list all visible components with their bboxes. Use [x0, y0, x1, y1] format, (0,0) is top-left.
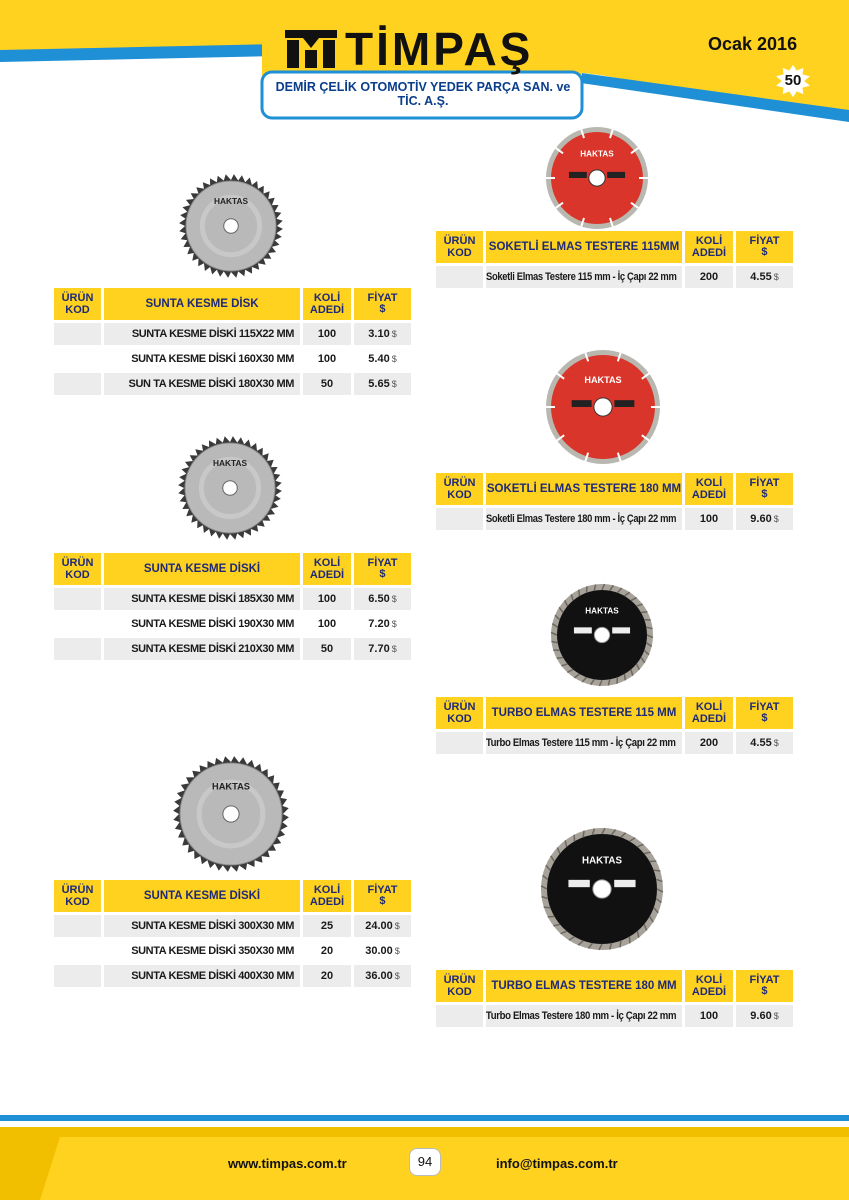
row-price-value: 30.00 — [365, 945, 393, 957]
row-product-name: SUNTA KESME DİSKİ 400X30 MM — [104, 965, 300, 987]
header-price — [736, 970, 793, 1002]
product-table — [436, 970, 793, 1027]
row-product-name: Soketli Elmas Testere 115 mm - İç Çapı 22 mm — [486, 266, 682, 288]
header-price-label: FİYAT — [367, 292, 398, 304]
blade-brand-label: HAKTAS — [213, 196, 249, 207]
row-currency: $ — [394, 946, 400, 956]
row-qty: 100 — [303, 588, 351, 610]
row-price-value: 7.70 — [368, 643, 390, 655]
product-table — [436, 697, 793, 754]
product-table — [54, 288, 411, 395]
socketed-diamond-blade-image-115 — [545, 126, 649, 230]
table-title: TURBO ELMAS TESTERE 180 MM — [486, 970, 682, 1002]
table-row — [54, 323, 411, 345]
table-row — [436, 508, 793, 530]
header-price-label: FİYAT — [749, 477, 780, 489]
row-price-value: 6.50 — [368, 593, 390, 605]
row-product-name: SUNTA KESME DİSKİ 300X30 MM — [104, 915, 300, 937]
page-badge-number: 50 — [784, 72, 802, 89]
header-qty: KOLİ ADEDİ — [685, 473, 733, 505]
header-price — [736, 231, 793, 263]
row-qty: 100 — [303, 323, 351, 345]
row-code — [436, 508, 483, 530]
header-code: ÜRÜN KOD — [54, 288, 101, 320]
table-header — [436, 697, 793, 729]
row-product-name: SUNTA KESME DİSKİ 160X30 MM — [131, 353, 294, 365]
row-code — [436, 1005, 483, 1027]
row-product-name: SUNTA KESME DİSKİ 185X30 MM — [104, 588, 300, 610]
header-price — [736, 473, 793, 505]
row-code — [54, 965, 101, 987]
row-currency: $ — [773, 514, 779, 524]
row-currency: $ — [773, 272, 779, 282]
issue-date: Ocak 2016 — [708, 34, 798, 54]
row-currency: $ — [773, 1011, 779, 1021]
table-row — [54, 613, 411, 635]
row-qty: 20 — [320, 945, 334, 957]
row-price-value: 5.65 — [368, 378, 390, 390]
table-row — [54, 638, 411, 660]
sunta-blade-image-1 — [178, 173, 284, 279]
row-product-name: SUNTA KESME DİSKİ 350X30 MM — [131, 945, 294, 957]
row-product-name: SUNTA KESME DİSKİ 210X30 MM — [104, 638, 300, 660]
table-header — [54, 880, 411, 912]
row-price-value: 9.60 — [750, 513, 772, 525]
table-row — [436, 732, 793, 754]
table-row — [436, 1005, 793, 1027]
header-code: ÜRÜN KOD — [436, 231, 483, 263]
header-currency: $ — [761, 985, 768, 997]
row-price — [736, 732, 793, 754]
row-currency: $ — [773, 738, 779, 748]
row-currency: $ — [391, 644, 397, 654]
sunta-blade-image-2 — [177, 435, 283, 541]
row-qty: 100 — [685, 508, 733, 530]
blade-brand-label: HAKTAS — [580, 149, 614, 159]
header-currency: $ — [379, 303, 386, 315]
row-code — [54, 915, 101, 937]
table-row — [54, 588, 411, 610]
row-code — [54, 323, 101, 345]
table-header — [436, 473, 793, 505]
header-currency: $ — [761, 712, 768, 724]
table-row — [54, 965, 411, 987]
row-qty: 100 — [685, 1005, 733, 1027]
header-price — [354, 553, 411, 585]
row-price — [736, 1005, 793, 1027]
row-price-value: 24.00 — [365, 920, 393, 932]
table-title: SOKETLİ ELMAS TESTERE 180 MM — [486, 473, 682, 505]
header-code: ÜRÜN KOD — [54, 553, 101, 585]
header-currency: $ — [379, 568, 386, 580]
header-qty: KOLİ ADEDİ — [685, 697, 733, 729]
row-currency: $ — [391, 329, 397, 339]
row-currency: $ — [394, 971, 400, 981]
row-price-value: 5.40 — [368, 353, 390, 365]
row-price — [736, 266, 793, 288]
row-qty: 20 — [303, 965, 351, 987]
header-code: ÜRÜN KOD — [436, 970, 483, 1002]
row-price — [736, 508, 793, 530]
row-currency: $ — [394, 921, 400, 931]
socketed-diamond-blade-image-180 — [545, 349, 661, 465]
row-price-value: 4.55 — [750, 737, 772, 749]
header-price-label: FİYAT — [749, 235, 780, 247]
row-product-name: Turbo Elmas Testere 180 mm - İç Çapı 22 mm — [486, 1005, 682, 1027]
table-header — [436, 231, 793, 263]
row-product-name: SUNTA KESME DİSKİ 115X22 MM — [104, 323, 300, 345]
header-qty: KOLİ ADEDİ — [685, 970, 733, 1002]
row-price — [354, 915, 411, 937]
row-currency: $ — [391, 379, 397, 389]
product-table — [54, 880, 411, 987]
row-code — [436, 266, 483, 288]
header-price — [354, 880, 411, 912]
header-price — [354, 288, 411, 320]
row-product-name: Soketli Elmas Testere 180 mm - İç Çapı 22 mm — [486, 508, 682, 530]
header-price-label: FİYAT — [749, 701, 780, 713]
page-badge — [775, 64, 811, 98]
header-currency: $ — [761, 246, 768, 258]
blade-brand-label: HAKTAS — [212, 781, 250, 792]
footer-email-link[interactable]: info@timpas.com.tr — [496, 1156, 618, 1171]
row-code — [54, 373, 101, 395]
header-code: ÜRÜN KOD — [54, 880, 101, 912]
company-name: DEMİR ÇELİK OTOMOTİV YEDEK PARÇA SAN. ve TİC. A.Ş. — [275, 80, 571, 108]
row-currency: $ — [391, 619, 397, 629]
header-price — [736, 697, 793, 729]
blade-brand-label: HAKTAS — [584, 375, 622, 386]
header-code: ÜRÜN KOD — [436, 473, 483, 505]
row-price-value: 7.20 — [368, 618, 390, 630]
table-row — [54, 940, 411, 962]
table-title: SUNTA KESME DİSKİ — [104, 553, 300, 585]
row-qty: 200 — [685, 266, 733, 288]
row-product-name: Turbo Elmas Testere 115 mm - İç Çapı 22 mm — [486, 732, 682, 754]
table-row — [54, 348, 411, 370]
row-price — [354, 373, 411, 395]
row-price — [354, 348, 411, 370]
row-price-value: 3.10 — [368, 328, 390, 340]
row-product-name: SUN TA KESME DİSKİ 180X30 MM — [104, 373, 300, 395]
row-currency: $ — [391, 594, 397, 604]
product-table — [436, 231, 793, 288]
row-code — [54, 613, 101, 635]
header-currency: $ — [379, 895, 386, 907]
product-table — [436, 473, 793, 530]
row-price-value: 9.60 — [750, 1010, 772, 1022]
row-qty: 100 — [317, 618, 337, 630]
header-price-label: FİYAT — [367, 557, 398, 569]
header-code: ÜRÜN KOD — [436, 697, 483, 729]
sunta-blade-image-3 — [170, 755, 292, 873]
table-header — [54, 288, 411, 320]
row-price — [354, 323, 411, 345]
row-qty: 200 — [685, 732, 733, 754]
header-price-label: FİYAT — [749, 974, 780, 986]
turbo-diamond-blade-image-115 — [550, 583, 654, 687]
table-title: SUNTA KESME DİSKİ — [104, 880, 300, 912]
row-price — [354, 940, 411, 962]
table-title: TURBO ELMAS TESTERE 115 MM — [486, 697, 682, 729]
table-header — [436, 970, 793, 1002]
footer-page-number: 94 — [409, 1148, 441, 1176]
product-table — [54, 553, 411, 660]
row-price-value: 4.55 — [750, 271, 772, 283]
row-qty: 25 — [303, 915, 351, 937]
header-qty: KOLİ ADEDİ — [303, 288, 351, 320]
row-price — [354, 588, 411, 610]
row-currency: $ — [391, 354, 397, 364]
logo-emblem-icon — [283, 26, 339, 70]
blade-brand-label: HAKTAS — [582, 855, 622, 867]
turbo-diamond-blade-image-180 — [540, 827, 664, 951]
brand-name: TİMPAŞ — [345, 23, 534, 75]
row-qty: 50 — [303, 638, 351, 660]
row-price — [354, 613, 411, 635]
table-row — [54, 373, 411, 395]
header-qty: KOLİ ADEDİ — [303, 553, 351, 585]
row-product-name: SUNTA KESME DİSKİ 190X30 MM — [131, 618, 294, 630]
header-currency: $ — [761, 488, 768, 500]
row-code — [54, 638, 101, 660]
header-price-label: FİYAT — [367, 884, 398, 896]
table-header — [54, 553, 411, 585]
table-title: SUNTA KESME DİSK — [104, 288, 300, 320]
row-qty: 100 — [317, 353, 337, 365]
header-qty: KOLİ ADEDİ — [685, 231, 733, 263]
row-price — [354, 965, 411, 987]
blade-brand-label: HAKTAS — [212, 458, 248, 469]
table-row — [54, 915, 411, 937]
row-code — [54, 588, 101, 610]
row-code — [54, 940, 101, 962]
row-code — [54, 348, 101, 370]
row-price — [354, 638, 411, 660]
blade-brand-label: HAKTAS — [585, 606, 619, 616]
row-price-value: 36.00 — [365, 970, 393, 982]
table-row — [436, 266, 793, 288]
row-qty: 50 — [303, 373, 351, 395]
table-title: SOKETLİ ELMAS TESTERE 115MM — [486, 231, 682, 263]
header-qty: KOLİ ADEDİ — [303, 880, 351, 912]
row-code — [436, 732, 483, 754]
footer-website-link[interactable]: www.timpas.com.tr — [228, 1156, 347, 1171]
